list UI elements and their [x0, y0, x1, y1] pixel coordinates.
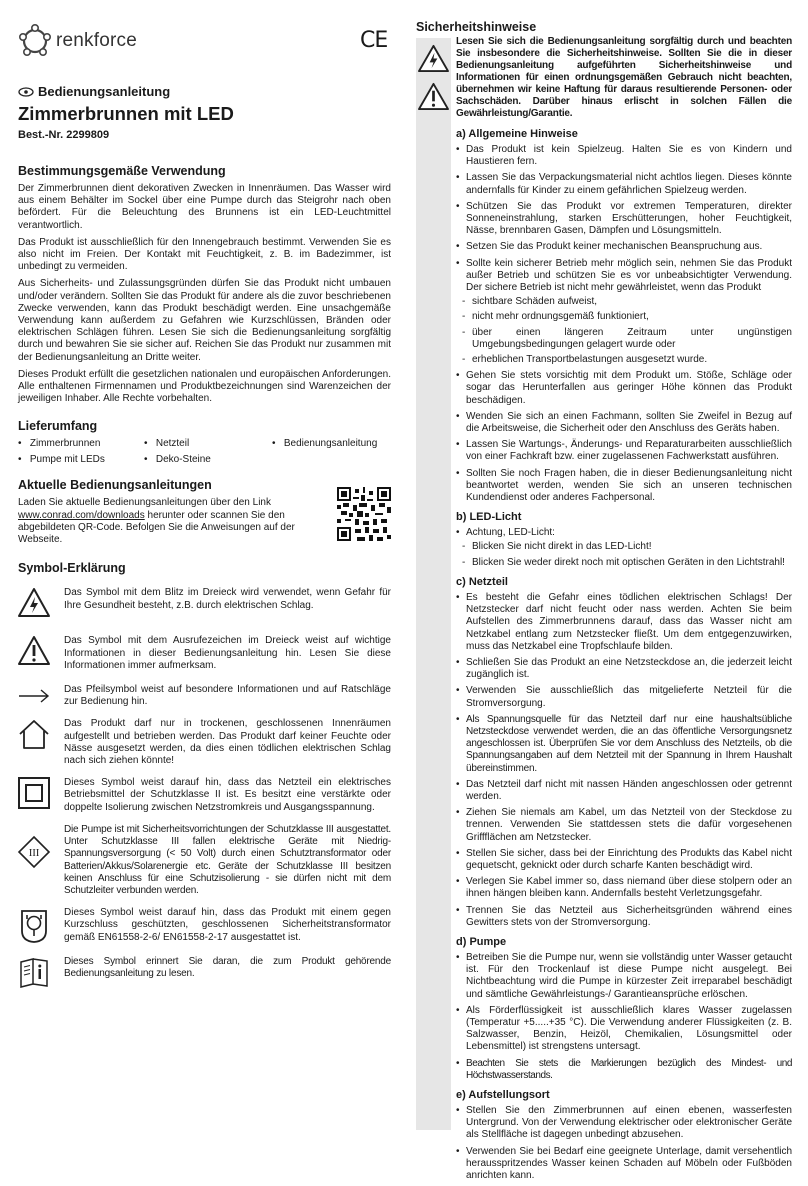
symbol-item: Dieses Symbol weist darauf hin, dass das Netzteil ein elektrisches Betriebsmittel der Schutzklasse II ist. Es besitzt eine verstärkte oder doppelte Isolierung zwischen Netzstromkreis und Ausgangsspannung.	[18, 777, 391, 814]
intended-use-heading: Bestimmungsgemäße Verwendung	[18, 164, 226, 178]
intended-use-p3: Aus Sicherheits- und Zulassungsgründen dürfen Sie das Produkt nicht umbauen und/oder verändern. Sollten Sie das Produkt für andere als die zuvor beschriebenen Zwecke verwenden, kann das Produkt beschädigt werden. Eine unsachgemäße Verwendung kann außerdem zu Gefahren wie Kurzschlüssen, Bränden oder elektrischen Schlägen führen. Lesen Sie sich die Bedienungsanleitung sorgfältig durch und bewahren Sie sie sicher auf. Reichen Sie das Produkt nur zusammen mit der Bedienungsanleitung an Dritte weiter.	[18, 278, 391, 363]
downloads-link[interactable]: www.conrad.com/downloads	[18, 509, 145, 521]
ce-mark: CE	[360, 28, 388, 53]
intended-use-p2: Das Produkt ist ausschließlich für den Innengebrauch bestimmt. Verwenden Sie es also nicht im Freien. Der Kontakt mit Feuchtigkeit, z. B. im Badezimmer, ist unbedingt zu vermeiden.	[18, 236, 391, 273]
section-d-heading: d) Pumpe	[456, 935, 507, 948]
list-item: • Trennen Sie das Netzteil aus Sicherheitsgründen während eines Gewitters stets von der Stromversorgung.	[456, 905, 792, 929]
list-item: • Achtung, LED-Licht: - Blicken Sie nicht direkt in das LED-Licht! - Blicken Sie weder direkt noch mit optischen Geräten in den Lichtstrahl!	[456, 527, 792, 569]
list-item: • Schließen Sie das Produkt an eine Netzsteckdose an, die jederzeit leicht zugänglich ist.	[456, 657, 792, 681]
list-item: • Das Netzteil darf nicht mit nassen Händen angeschlossen oder getrennt werden.	[456, 779, 792, 803]
renkforce-logo-icon	[18, 24, 52, 58]
brand-name: renkforce	[56, 30, 138, 51]
manuals-text: Laden Sie aktuelle Bedienungsanleitungen über den Link www.conrad.com/downloads herunter oder scannen Sie den abgebildeten QR-Code. Befolgen Sie die Anweisungen auf der Webseite.	[18, 497, 295, 546]
list-item: • Als Spannungsquelle für das Netzteil darf nur eine haushaltsübliche Netzsteckdose verwendet werden, die an das öffentliche Versorgungsnetz angeschlossen ist. Überprüfen Sie vor dem Anschluss des Netzteils, ob die Spannungsangaben auf dem Netzteil mit der Spannung in Ihrem Haushalt übereinstimmen.	[456, 714, 792, 775]
list-item: • Stellen Sie den Zimmerbrunnen auf einen ebenen, wasserfesten Untergrund. Von der Verwendung elektrischer oder elektronischer Geräte als Stellfläche ist dagegen unbedingt abzusehen.	[456, 1105, 792, 1142]
list-item: • Es besteht die Gefahr eines tödlichen elektrischen Schlags! Der Netzstecker darf nicht feucht oder nass werden. Achten Sie beim Aufstellen des Zimmerbrunnens darauf, dass das Wasser nicht am Netzkabel entlang zum Netzstecker fließt. Um dem entgegenzuwirken, muss das Netzkabel eine Tropfschlaufe bilden.	[456, 592, 792, 653]
section-e-list	[456, 1105, 792, 1182]
svg-text:III: III	[28, 846, 40, 859]
exclamation-triangle-icon	[18, 635, 50, 667]
qr-code-icon	[337, 487, 391, 541]
list-item: - Blicken Sie nicht direkt in das LED-Licht!	[456, 541, 792, 553]
list-item: • Als Förderflüssigkeit ist ausschließlich klares Wasser zugelassen (Temperatur +5.....+35 °C). Die Verwendung anderer Flüssigkeiten (z. B. Salzwasser, Benzin, Heizöl, Chemikalien, Lösungsmittel oder Lebensmittel) ist strengstens untersagt.	[456, 1005, 792, 1054]
list-item: • Lassen Sie das Verpackungsmaterial nicht achtlos liegen. Dieses könnte andernfalls für Kinder zu einem gefährlichen Spielzeug werden.	[456, 172, 792, 196]
protection-class-iii-icon	[18, 836, 50, 868]
delivery-list	[18, 438, 391, 468]
protection-class-ii-icon	[18, 777, 50, 809]
list-item: • Ziehen Sie niemals am Kabel, um das Netzteil von der Steckdose zu trennen. Verwenden Sie stattdessen stets die dafür vorgesehenen Griffflächen am Netzstecker.	[456, 807, 792, 844]
intended-use-p1: Der Zimmerbrunnen dient dekorativen Zwecken in Innenräumen. Das Wasser wird aus einem Behälter im Sockel über eine Pumpe durch das Steigrohr nach oben befördert. Für die Beleuchtung des Brunnens ist ein LED-Leuchtmittel verantwortlich.	[18, 183, 391, 231]
sub-list	[456, 296, 792, 366]
symbol-item: Das Symbol mit dem Ausrufezeichen im Dreieck weist auf wichtige Informationen in dieser Bedienungsanleitung hin. Lesen Sie diese Informationen immer aufmerksam.	[18, 635, 391, 672]
list-item: - Blicken Sie weder direkt noch mit optischen Geräten in den Lichtstrahl!	[456, 557, 792, 569]
eye-icon	[18, 87, 34, 97]
list-item: • Bedienungsanleitung	[272, 438, 378, 450]
symbol-item: Das Produkt darf nur in trockenen, geschlossenen Innenräumen aufgestellt und betrieben werden. Das Produkt darf keiner Feuchte oder Nässe ausgesetzt werden, da dies einen tödlichen elektrischen Schlag nach sich ziehen könnte!	[18, 718, 391, 767]
safety-transformer-icon	[18, 907, 50, 943]
symbol-item: Das Symbol mit dem Blitz im Dreieck wird verwendet, wenn Gefahr für Ihre Gesundheit besteht, z.B. durch elektrischen Schlag.	[18, 587, 391, 619]
list-item: - erheblichen Transportbelastungen ausgesetzt wurde.	[456, 354, 792, 366]
list-item: - nicht mehr ordnungsgemäß funktioniert,	[456, 311, 792, 323]
symbol-item: III Die Pumpe ist mit Sicherheitsvorrichtungen der Schutzklasse III ausgestattet. Unter Schutzklasse III fallen elektrische Geräte mit Niedrig-Spannungsversorgung (< 50 Volt) durch einen Schutztransformator oder Batterien/Akkus/Solarenergie etc. Geräte der Schutzklasse III besitzen keinen Anschluss für eine Schutzisolierung - sie dürfen nicht mit dem Schutzleiter verbunden werden.	[18, 824, 391, 897]
delivery-heading: Lieferumfang	[18, 419, 98, 434]
list-item: • Netzteil	[144, 438, 190, 450]
list-item: - über einen längeren Zeitraum unter ungünstigen Umgebungsbedingungen gelagert wurde oder	[456, 327, 792, 351]
list-item: • Zimmerbrunnen	[18, 438, 101, 450]
lightning-triangle-icon	[18, 587, 50, 619]
list-item: • Pumpe mit LEDs	[18, 454, 105, 466]
section-a-list	[456, 144, 792, 504]
intended-use-p4: Dieses Produkt erfüllt die gesetzlichen nationalen und europäischen Anforderungen. Alle enthaltenen Firmennamen und Produktbezeichnungen sind Warenzeichen der jeweiligen Inhaber. Alle Rechte vorbehalten.	[18, 368, 391, 405]
symbols-heading: Symbol-Erklärung	[18, 561, 126, 576]
house-icon	[18, 718, 50, 750]
intended-use-section	[18, 183, 391, 405]
doc-type: Bedienungsanleitung	[38, 84, 171, 99]
list-item: • Sollten Sie noch Fragen haben, die in dieser Bedienungsanleitung nicht beantwortet werden, wenden Sie sich an unseren technischen Kundendienst oder anderes Fachpersonal.	[456, 468, 792, 505]
exclamation-triangle-icon	[418, 82, 449, 111]
manuals-section	[18, 497, 391, 547]
list-item: • Verwenden Sie bei Bedarf eine geeignete Unterlage, damit versehentlich herausspritzendes Wasser keinen Schaden auf Möbeln oder Fußböden anrichten kann.	[456, 1146, 792, 1183]
section-b-heading: b) LED-Licht	[456, 511, 522, 524]
doc-type-line	[18, 84, 391, 100]
page-title: Zimmerbrunnen mit LED	[18, 103, 234, 124]
section-d-list	[456, 952, 792, 1082]
manuals-heading: Aktuelle Bedienungsanleitungen	[18, 478, 212, 493]
list-item: • Beachten Sie stets die Markierungen bezüglich des Mindest- und Höchstwasserstands.	[456, 1058, 792, 1082]
arrow-icon	[18, 680, 50, 712]
list-item: • Verlegen Sie Kabel immer so, dass niemand über diese stolpern oder an ihnen hängen bleiben kann. Andernfalls besteht Verletzungsgefahr.	[456, 876, 792, 900]
symbol-item: Dieses Symbol weist darauf hin, dass das Produkt mit einem gegen Kurzschluss geschützten, geschlossenen Sicherheitstransformator gemäß EN61558-2-6/ EN61558-2-17 ausgestattet ist.	[18, 907, 391, 944]
lightning-triangle-icon	[418, 44, 449, 73]
list-item: • Sollte kein sicherer Betrieb mehr möglich sein, nehmen Sie das Produkt außer Betrieb und schützen Sie es vor unbeabsichtigter Verwendung. Der sichere Betrieb ist nicht mehr gewährleistet, wenn das Produkt - sichtbare Schäden aufweist, - nicht mehr ordnungsgemäß funktioniert, - über einen längeren Zeitraum unter ungünstigen Umgebungsbedingungen gelagert wurde oder - erheblichen Transportbelastungen ausgesetzt wurde.	[456, 258, 792, 367]
list-item: • Schützen Sie das Produkt vor extremen Temperaturen, direkter Sonneneinstrahlung, starken Erschütterungen, hoher Feuchtigkeit, Nässe, brennbaren Gasen, Dämpfen und Lösungsmitteln.	[456, 201, 792, 238]
safety-intro: Lesen Sie sich die Bedienungsanleitung sorgfältig durch und beachten Sie insbesondere die Sicherheitshinweise. Sollten Sie die in dieser Bedienungsanleitung aufgeführten Sicherheitshinweise und Informationen für einen ordnungsgemäßen Gebrauch nicht beachten, übernehmen wir keine Haftung für daraus resultierende Personen- oder Sachschäden. Darüber hinaus erlischt in solchen Fällen die Gewährleistung/Garantie.	[456, 36, 792, 119]
list-item: • Setzen Sie das Produkt keiner mechanischen Beanspruchung aus.	[456, 241, 792, 253]
right-column	[416, 20, 792, 1186]
manual-info-icon	[18, 956, 50, 988]
list-item: - sichtbare Schäden aufweist,	[456, 296, 792, 308]
sub-list	[456, 541, 792, 568]
safety-heading: Sicherheitshinweise	[416, 20, 537, 34]
list-item: • Stellen Sie sicher, dass bei der Einrichtung des Produkts das Kabel nicht gequetscht, geknickt oder durch scharfe Kanten beschädigt wird.	[456, 848, 792, 872]
list-item: • Lassen Sie Wartungs-, Änderungs- und Reparaturarbeiten ausschließlich von einer Fachkraft bzw. einer zugelassenen Fachwerkstatt ausführen.	[456, 439, 792, 463]
symbol-item: Dieses Symbol erinnert Sie daran, die zum Produkt gehörende Bedienungsanleitung zu lesen.	[18, 956, 391, 988]
section-e-heading: e) Aufstellungsort	[456, 1089, 550, 1101]
section-c-heading: c) Netzteil	[456, 575, 508, 588]
symbols-list	[18, 587, 391, 987]
header	[18, 20, 391, 62]
list-item: • Deko-Steine	[144, 454, 211, 466]
section-c-list	[456, 592, 792, 929]
list-item: • Das Produkt ist kein Spielzeug. Halten Sie es von Kindern und Haustieren fern.	[456, 144, 792, 168]
list-item: • Wenden Sie sich an einen Fachmann, sollten Sie Zweifel in Bezug auf die Arbeitsweise, die Sicherheit oder den Anschluss des Geräts haben.	[456, 411, 792, 435]
order-number: Best.-Nr. 2299809	[18, 129, 110, 141]
left-column	[18, 20, 391, 988]
list-item: • Gehen Sie stets vorsichtig mit dem Produkt um. Stöße, Schläge oder sogar das Herunterfallen aus geringer Höhe können das Produkt beschädigen.	[456, 370, 792, 407]
safety-content	[416, 36, 792, 1182]
list-item: • Verwenden Sie ausschließlich das mitgelieferte Netzteil für die Stromversorgung.	[456, 685, 792, 709]
section-b-list	[456, 527, 792, 569]
section-a-heading: a) Allgemeine Hinweise	[456, 128, 578, 140]
list-item: • Betreiben Sie die Pumpe nur, wenn sie vollständig unter Wasser getaucht ist. Für den Trockenlauf ist diese Pumpe nicht ausgelegt. Bei Nichtbeachtung wird die Pumpe in kürzester Zeit irreparabel beschädigt und sämtliche Gewährleistungs-/ Garantieansprüche erlöschen.	[456, 952, 792, 1001]
symbol-item: Das Pfeilsymbol weist auf besondere Informationen und auf Ratschläge zur Bedienung hin.	[18, 684, 391, 708]
